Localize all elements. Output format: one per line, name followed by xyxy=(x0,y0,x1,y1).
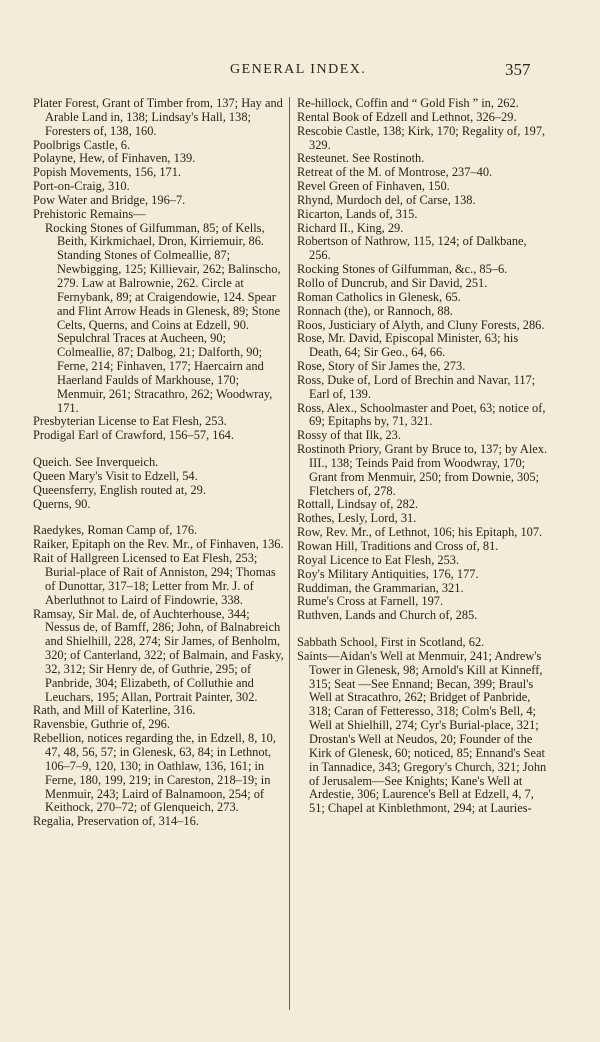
index-entry: Rebellion, notices regarding the, in Edzell, 8, 10, 47, 48, 56, 57; in Glenesk, 63, 84; in Lethnot, 106–7–9, 120, 130; in Oathlaw, 136, 161; in Ferne, 180, 199, 219; in Careston, 218–19; in Menmuir, 243; Laird of Balnamoon, 254; of Keithock, 270–72; of Glenqueich, 273. xyxy=(33,731,276,815)
index-entry: Regalia, Preservation of, 314–16. xyxy=(33,814,199,829)
index-entry: Ramsay, Sir Mal. de, of Auchterhouse, 344; Nessus de, of Bamff, 286; John, of Balnabreich and Shielhill, 228, 274; Sir James, of Benholm, 320; of Canterland, 322; of Balmain, and Fasky, 32, 312; Sir Henry de, of Guthrie, 295; of Panbride, 304; Elizabeth, of Colluthie and Leuchars, 195; Allan, Portrait Painter, 302. xyxy=(33,606,284,704)
left-index-column xyxy=(33,97,286,829)
index-entry: Sabbath School, First in Scotland, 62. xyxy=(297,635,485,650)
index-entry: Rocking Stones of Gilfumman, &c., 85–6. xyxy=(297,262,508,277)
index-entry: Rossy of that Ilk, 23. xyxy=(297,428,401,443)
index-entry: Pow Water and Bridge, 196–7. xyxy=(33,192,186,207)
index-entry: Rume's Cross at Farnell, 197. xyxy=(297,594,444,609)
index-entry: Ronnach (the), or Rannoch, 88. xyxy=(297,303,453,318)
index-entry: Richard II., King, 29. xyxy=(297,220,404,235)
index-entry: Rocking Stones of Gilfumman, 85; of Kells, Beith, Kirkmichael, Dron, Kirriemuir, 86. Standing Stones of Colmeallie, 87; Newbigging, 125; Killievair, 262; Balinscho, 279. Law at Balrownie, 262. Circle at Fernybank, 89; at Craigendowie, 124. Spear and Flint Arrow Heads in Glenesk, 89; Stone Celts, Querns, and Coins at Edzell, 90. Sepulchral Traces at Aucheen, 90; Colmeallie, 87; Dalbog, 21; Dalforth, 90; Ferne, 214; Finhaven, 177; Haercairn and Haerland Faulds of Markhouse, 170; Menmuir, 261; Stracathro, 262; Woodwray, 171. xyxy=(45,220,281,415)
index-entry: Revel Green of Finhaven, 150. xyxy=(297,179,450,194)
index-entry: Raiker, Epitaph on the Rev. Mr., of Finhaven, 136. xyxy=(33,537,284,552)
index-entry: Robertson of Nathrow, 115, 124; of Dalkbane, 256. xyxy=(297,234,527,263)
index-entry: Ravensbie, Guthrie of, 296. xyxy=(33,717,170,732)
index-entry: Rose, Story of Sir James the, 273. xyxy=(297,359,466,374)
index-entry: Rescobie Castle, 138; Kirk, 170; Regality of, 197, 329. xyxy=(297,123,546,152)
index-entry: Ruthven, Lands and Church of, 285. xyxy=(297,608,478,623)
index-entry: Resteunet. See Rostinoth. xyxy=(297,151,425,166)
index-entry: Ross, Duke of, Lord of Brechin and Navar, 117; Earl of, 139. xyxy=(297,372,536,401)
index-entry: Rose, Mr. David, Episcopal Minister, 63; his Death, 64; Sir Geo., 64, 66. xyxy=(297,331,519,360)
index-entry: Retreat of the M. of Montrose, 237–40. xyxy=(297,165,493,180)
index-entry: Queich. See Inverqueich. xyxy=(33,455,159,470)
index-entry: Plater Forest, Grant of Timber from, 137; Hay and Arable Land in, 138; Lindsay's Hall, 138; Foresters of, 138, 160. xyxy=(33,96,283,138)
index-entry: Presbyterian License to Eat Flesh, 253. xyxy=(33,414,227,429)
index-entry: Row, Rev. Mr., of Lethnot, 106; his Epitaph, 107. xyxy=(297,525,543,540)
index-entry: Rait of Hallgreen Licensed to Eat Flesh, 253; Burial-place of Rait of Anniston, 294; Thomas of Dunottar, 317–18; Letter from Mr. J. of Aberluthnot to Laird of Findowrie, 338. xyxy=(33,551,276,607)
index-entry: Rottall, Lindsay of, 282. xyxy=(297,497,419,512)
index-entry: Roy's Military Antiquities, 176, 177. xyxy=(297,566,479,581)
index-entry: Prodigal Earl of Crawford, 156–57, 164. xyxy=(33,428,234,443)
index-entry: Prehistoric Remains— xyxy=(33,206,146,221)
index-entry: Ricarton, Lands of, 315. xyxy=(297,206,418,221)
index-entry: Poolbrigs Castle, 6. xyxy=(33,137,131,152)
index-entry: Roos, Justiciary of Alyth, and Cluny Forests, 286. xyxy=(297,317,545,332)
index-entry: Rostinoth Priory, Grant by Bruce to, 137; by Alex. III., 138; Teinds Paid from Woodwray, 170; Grant from Menmuir, 250; from Downie, 305; Fletchers of, 278. xyxy=(297,442,548,498)
index-entry: Rollo of Duncrub, and Sir David, 251. xyxy=(297,275,488,290)
page-header xyxy=(0,62,600,82)
running-title: GENERAL INDEX. xyxy=(230,62,367,77)
column-divider xyxy=(289,97,290,1010)
index-entry: Queen Mary's Visit to Edzell, 54. xyxy=(33,468,198,483)
index-entry: Querns, 90. xyxy=(33,496,91,511)
index-entry: Royal Licence to Eat Flesh, 253. xyxy=(297,552,460,567)
index-entry: Rental Book of Edzell and Lethnot, 326–29. xyxy=(297,109,517,124)
index-entry: Queensferry, English routed at, 29. xyxy=(33,482,206,497)
index-entry: Saints—Aidan's Well at Menmuir, 241; Andrew's Tower in Glenesk, 98; Arnold's Kill at Kinneff, 315; Seat —See Ennand; Becan, 399; Braul's Well at Stracathro, 262; Bridget of Panbride, 318; Caran of Fetteresso, 318; Colm's Bell, 4; Well at Shielhill, 274; Cyr's Burial-place, 321; Drostan's Well at Neudos, 20; Founder of the Kirk of Glenesk, 60; noticed, 85; Ennand's Seat in Tannadice, 343; Gregory's Church, 321; John of Jerusalem—See Knights; Kane's Well at Ardestie, 306; Laurence's Bell at Edzell, 4, 7, 51; Chapel at Kinblethmont, 294; at Lauries- xyxy=(297,648,547,816)
right-index-column xyxy=(297,97,550,816)
index-entry: Popish Movements, 156, 171. xyxy=(33,165,182,180)
index-entry: Ruddiman, the Grammarian, 321. xyxy=(297,580,464,595)
index-entry: Rowan Hill, Traditions and Cross of, 81. xyxy=(297,539,499,553)
index-entry: Rhynd, Murdoch del, of Carse, 138. xyxy=(297,192,476,207)
index-entry: Roman Catholics in Glenesk, 65. xyxy=(297,289,461,304)
index-entry: Raedykes, Roman Camp of, 176. xyxy=(33,523,198,538)
index-entry: Port-on-Craig, 310. xyxy=(33,179,130,194)
index-entry: Rath, and Mill of Katerline, 316. xyxy=(33,703,196,718)
index-entry: Polayne, Hew, of Finhaven, 139. xyxy=(33,151,196,166)
page-number: 357 xyxy=(505,60,531,79)
index-entry: Re-hillock, Coffin and “ Gold Fish ” in, 262. xyxy=(297,96,519,110)
index-entry: Ross, Alex., Schoolmaster and Poet, 63; notice of, 69; Epitaphs by, 71, 321. xyxy=(297,400,546,429)
index-entry: Rothes, Lesly, Lord, 31. xyxy=(297,511,417,526)
